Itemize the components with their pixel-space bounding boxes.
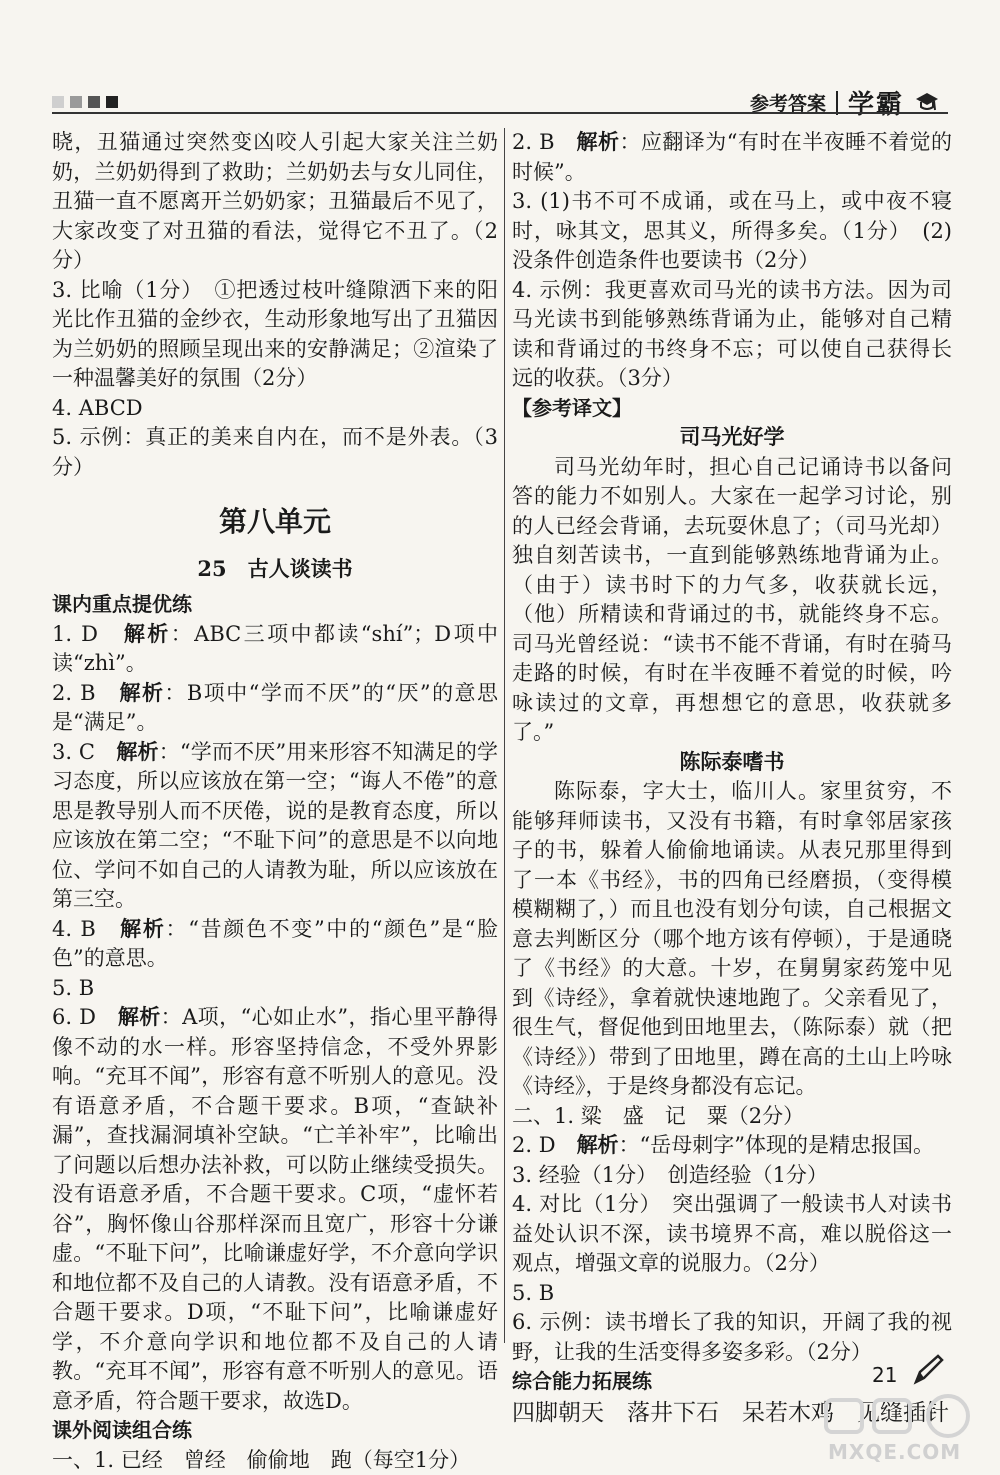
answer-number: 2. B [52, 681, 120, 705]
header-square [106, 96, 118, 108]
analysis-tag: 解析 [124, 622, 171, 646]
analysis-tag: 解析 [116, 740, 158, 764]
right-column [512, 128, 952, 1429]
analysis-text: ：A项，“心如止水”，指心里平静得像不动的水一样。形容坚持信念，不受外界影响。“充耳不闻”，形容有意不听别人的意见。没有语意矛盾，不合题干要求。B项，“查缺补漏”，查找漏洞填补空缺。“亡羊补牢”，比喻出了问题以后想办法补救，可以防止继续受损失。没有语意矛盾，不合题干要求。C项，“虚怀若谷”，胸怀像山谷那样深而且宽广，形容十分谦虚。“不耻下问”，比喻谦虚好学，不介意向学识和地位都不及自己的人请教。没有语意矛盾，不合题干要求。D项，“不耻下问”，比喻谦虚好学，不介意向学识和地位都不及自己的人请教。“充耳不闻”，形容有意不听别人的意见。语意矛盾，符合题干要求，故选D。 [52, 1005, 498, 1413]
unit-title: 第八单元 [52, 500, 498, 544]
lesson-title: 25 古人谈读书 [52, 552, 498, 586]
pencil-icon [912, 1352, 946, 1386]
page-header [0, 0, 1000, 118]
section-heading: 课内重点提优练 [52, 590, 498, 620]
analysis-text: ：“岳母刺字”体现的是精忠报国。 [619, 1133, 934, 1157]
header-square [88, 96, 100, 108]
section-heading: 课外阅读组合练 [52, 1416, 498, 1446]
answer-item: 3. 经验（1分） 创造经验（1分） [512, 1161, 952, 1191]
answer-item [52, 1003, 498, 1416]
watermark-logo [820, 1392, 970, 1444]
answer-number: 4. B [52, 917, 120, 941]
answer-number: 6. D [52, 1005, 118, 1029]
answer-item: 4. 对比（1分） 突出强调了一般读书人对读书益处认识不深，读书境界不高，难以脱俗这一观点，增强文章的说服力。（2分） [512, 1190, 952, 1279]
analysis-text: ：B项中“学而不厌”的“厌”的意思是“满足”。 [52, 681, 498, 735]
answer-item [512, 1131, 952, 1161]
answer-circle-logo-icon [820, 1392, 970, 1440]
header-square [52, 96, 64, 108]
header-rule [52, 112, 948, 114]
answer-item [52, 679, 498, 738]
header-squares [52, 96, 118, 108]
translation-title: 陈际泰嗜书 [512, 748, 952, 778]
header-brand [750, 84, 940, 121]
answer-item [52, 738, 498, 915]
answer-item: 3. (1)书不可不成诵，或在马上，或中夜不寝时，咏其文，思其义，所得多矣。（1分） (2)没条件创造条件也要读书（2分） [512, 187, 952, 276]
header-label: 参考答案 [750, 89, 826, 116]
answer-q5: 5. 示例：真正的美来自内在，而不是外表。（3分） [52, 423, 498, 482]
answer-item: 4. 示例：我更喜欢司马光的读书方法。因为司马光读书到能够熟练背诵为止，能够对自己精读和背诵过的书终身不忘；可以使自己获得长远的收获。（3分） [512, 276, 952, 394]
brand-name: 学霸 [848, 84, 904, 121]
translation-title: 司马光好学 [512, 423, 952, 453]
translation-text: 陈际泰，字大士，临川人。家里贫穷，不能够拜师读书，又没有书籍，有时拿邻居家孩子的书，躲着人偷偷地诵读。从表兄那里得到了一本《书经》，书的四角已经磨损，（变得模模糊糊了，）而且也没有划分句读，自己根据文意去判断区分（哪个地方该有停顿），于是通晓了《书经》的大意。十岁，在舅舅家药笼中见到《诗经》，拿着就快速地跑了。父亲看见了，很生气，督促他到田地里去，（陈际泰）就（把《诗经》）带到了田地里，蹲在高的土山上吟咏《诗经》，于是终身都没有忘记。 [512, 777, 952, 1102]
answer-number: 2. D [512, 1133, 577, 1157]
analysis-tag: 解析 [120, 681, 165, 705]
answer-item [52, 915, 498, 974]
header-square [70, 96, 82, 108]
answer-number: 1. D [52, 622, 124, 646]
answer-q3: 3. 比喻（1分） ①把透过枝叶缝隙洒下来的阳光比作丑猫的金纱衣，生动形象地写出了丑猫因为兰奶奶的照顾呈现出来的安静满足；②渲染了一种温馨美好的氛围（2分） [52, 276, 498, 394]
analysis-text: ：ABC三项中都读“shí”；D项中读“zhì”。 [52, 622, 498, 676]
analysis-text: ：“学而不厌”用来形容不知满足的学习态度，所以应该放在第一空；“诲人不倦”的意思是教导别人而不厌倦，说的是教育态度，所以应该放在第二空；“不耻下问”的意思是不以向地位、学问不如自己的人请教为耻，所以应该放在第三空。 [52, 740, 498, 912]
analysis-tag: 解析 [577, 1133, 619, 1157]
page-number: 21 [872, 1363, 897, 1387]
answer-item: 5. B [512, 1279, 952, 1309]
header-separator [836, 91, 838, 115]
left-column [52, 128, 498, 1475]
answer-item: 一、1. 已经 曾经 偷偷地 跑（每空1分） [52, 1446, 498, 1475]
analysis-text: ：应翻译为“有时在半夜睡不着觉的时候”。 [512, 130, 952, 184]
answer-item: 二、1. 粱 盛 记 粟（2分） [512, 1102, 952, 1132]
answer-item [52, 620, 498, 679]
translation-text: 司马光幼年时，担心自己记诵诗书以备问答的能力不如别人。大家在一起学习讨论，别的人已经会背诵，去玩耍休息了；（司马光却）独自刻苦读书，一直到能够熟练地背诵为止。（由于）读书时下的力气多，收获就长远，（他）所精读和背诵过的书，就能终身不忘。司马光曾经说：“读书不能不背诵，有时在骑马走路的时候，有时在半夜睡不着觉的时候，吟咏读过的文章，再想想它的意思，收获就多了。” [512, 453, 952, 748]
analysis-text: ：“昔颜色不变”中的“颜色”是“脸色”的意思。 [52, 917, 498, 971]
answer-number: 3. C [52, 740, 116, 764]
analysis-tag: 解析 [118, 1005, 161, 1029]
answer-q4: 4. ABCD [52, 394, 498, 424]
section-heading: 综合能力拓展练 [512, 1367, 952, 1397]
answer-paragraph: 晓，丑猫通过突然变凶咬人引起大家关注兰奶奶，兰奶奶得到了救助；兰奶奶去与女儿同住，丑猫一直不愿离开兰奶奶家；丑猫最后不见了，大家改变了对丑猫的看法，觉得它不丑了。（2分） [52, 128, 498, 276]
answer-item [512, 128, 952, 187]
analysis-tag: 解析 [120, 917, 165, 941]
answer-item: 6. 示例：读书增长了我的知识，开阔了我的视野，让我的生活变得多姿多彩。（2分） [512, 1308, 952, 1367]
analysis-tag: 解析 [577, 130, 620, 154]
idiom-answers: 四脚朝天 落井下石 呆若木鸡 见缝插针 [512, 1397, 952, 1429]
column-divider [504, 128, 505, 1343]
answer-item: 5. B [52, 974, 498, 1004]
answer-number: 2. B [512, 130, 577, 154]
watermark-url: MXQE.COM [828, 1440, 961, 1464]
translation-heading: 【参考译文】 [512, 394, 952, 424]
